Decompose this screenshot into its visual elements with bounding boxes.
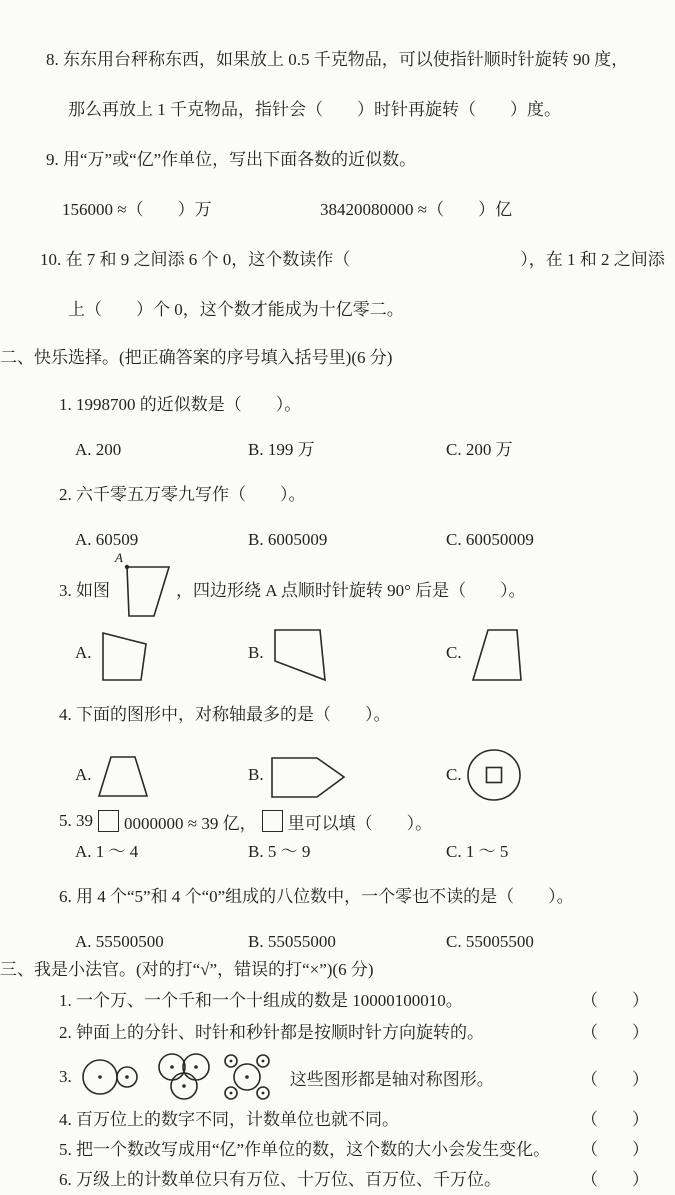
- q5-part3: 里可以填（ ）。: [287, 813, 433, 833]
- blank-box-icon: [98, 810, 119, 832]
- tangent-circles-icon: [81, 1055, 145, 1099]
- answer-parentheses: （ ）: [581, 991, 649, 1010]
- choice-q6: 6. 用 4 个“5”和 4 个“0”组成的八位数中，一个零也不读的是（ ）。: [59, 887, 574, 906]
- choice-section-header: 二、快乐选择。(把正确答案的序号填入括号里)(6 分): [0, 348, 393, 367]
- point-a-label: A: [115, 550, 123, 565]
- q5-option-b: B. 5 ～ 9: [248, 842, 311, 861]
- q4-option-c: [446, 748, 524, 802]
- q3-option-a-label: A.: [75, 643, 92, 662]
- choice-q1-options: [75, 436, 675, 463]
- q1-option-b: B. 199 万: [248, 440, 315, 459]
- judge-3-number: 3.: [59, 1067, 72, 1086]
- q3-text-suffix: ，四边形绕 A 点顺时针旋转 90° 后是（ ）。: [176, 580, 526, 600]
- section-true-false: [0, 955, 675, 1195]
- q2-option-a: A. 60509: [75, 530, 139, 549]
- q6-option-a: A. 55500500: [75, 932, 164, 951]
- q5-option-c: C. 1 ～ 5: [446, 842, 509, 861]
- trapezoid-icon: [96, 751, 150, 799]
- judge-6-text: 6. 万级上的计数单位只有万位、十万位、百万位、千万位。: [59, 1170, 501, 1189]
- rotated-quadrilateral-b-icon: [268, 624, 328, 682]
- q3-option-b-label: B.: [248, 643, 264, 662]
- blank-box-icon: [262, 810, 283, 832]
- choice-q3: [59, 550, 675, 623]
- q3-option-c: [446, 624, 524, 682]
- q5-part1: 5. 39: [59, 811, 93, 830]
- judge-item-3: [59, 1049, 649, 1105]
- judge-2-text: 2. 钟面上的分针、时针和秒针都是按顺时针方向旋转的。: [59, 1023, 484, 1042]
- choice-q1: 1. 1998700 的近似数是（ ）。: [59, 395, 302, 414]
- answer-parentheses: （ ）: [581, 1140, 649, 1159]
- question-10-line1: 10. 在 7 和 9 之间添 6 个 0，这个数读作（ ），在 1 和 2 之间添: [40, 250, 665, 269]
- question-8-line2: 那么再放上 1 千克物品，指针会（ ）时针再旋转（ ）度。: [68, 100, 561, 119]
- judge-item-5: [59, 1135, 649, 1165]
- judge-section-header: 三、我是小法官。(对的打“√”，错误的打“×”)(6 分): [0, 960, 374, 979]
- quadrilateral-icon: [113, 554, 173, 622]
- q1-option-c: C. 200 万: [446, 440, 513, 459]
- q4-option-a: [75, 751, 248, 799]
- question-10-line2: 上（ ）个 0，这个数才能成为十亿零二。: [68, 300, 404, 319]
- q5-option-a: A. 1 ～ 4: [75, 842, 139, 861]
- judge-1-text: 1. 一个万、一个千和一个十组成的数是 10000100010。: [59, 991, 463, 1010]
- answer-parentheses: （ ）: [581, 1069, 649, 1089]
- q3-option-a: [75, 624, 248, 682]
- question-8-line1: 8. 东东用台秤称东西，如果放上 0.5 千克物品，可以使指针顺时针旋转 90 度，: [46, 50, 629, 69]
- choice-q6-options: [75, 928, 675, 955]
- q3-text-prefix: 3. 如图: [59, 580, 110, 600]
- pentagon-arrow-icon: [268, 751, 348, 799]
- section-fill-blanks: [0, 43, 675, 326]
- judge-4-text: 4. 百万位上的数字不同，计数单位也就不同。: [59, 1110, 399, 1129]
- question-9-answers: [62, 193, 675, 226]
- question-9: 9. 用“万”或“亿”作单位，写出下面各数的近似数。: [46, 150, 417, 169]
- quadrilateral-vertex-a-figure: [113, 550, 173, 623]
- choice-q2: 2. 六千零五万零九写作（ ）。: [59, 485, 306, 504]
- judge-item-2: [59, 1017, 649, 1049]
- judge-5-text: 5. 把一个数改写成用“亿”作单位的数，这个数的大小会发生变化。: [59, 1140, 551, 1159]
- judge-item-1: [59, 985, 649, 1017]
- coin-circle-square-icon: [466, 748, 524, 802]
- q4-option-b: [248, 751, 446, 799]
- judge-item-6: [59, 1165, 649, 1195]
- rotated-quadrilateral-a-icon: [96, 624, 150, 682]
- judge-item-4: [59, 1105, 649, 1135]
- three-circles-icon: [155, 1051, 213, 1103]
- judge-3-text: 这些图形都是轴对称图形。: [289, 1069, 494, 1089]
- choice-q3-options: [75, 623, 675, 683]
- answer-parentheses: （ ）: [581, 1023, 649, 1042]
- q4-option-b-label: B.: [248, 765, 264, 784]
- q9-approx-wan: 156000 ≈（ ）万: [62, 200, 212, 219]
- q2-option-b: B. 6005009: [248, 530, 328, 549]
- answer-parentheses: （ ）: [581, 1170, 649, 1189]
- q1-option-a: A. 200: [75, 440, 122, 459]
- choice-q5-options: [75, 838, 675, 865]
- q4-option-c-label: C.: [446, 765, 462, 784]
- q4-option-a-label: A.: [75, 765, 92, 784]
- q5-part2: 0000000 ≈ 39 亿，: [124, 813, 257, 833]
- q6-option-b: B. 55055000: [248, 932, 336, 951]
- circle-cluster-icon: [223, 1053, 271, 1101]
- q2-option-c: C. 60050009: [446, 530, 534, 549]
- choice-q5: [59, 804, 675, 838]
- q3-option-b: [248, 624, 446, 682]
- choice-q2-options: [75, 526, 675, 553]
- q9-approx-yi: 38420080000 ≈（ ）亿: [320, 200, 513, 219]
- section-multiple-choice: [0, 343, 675, 955]
- answer-parentheses: （ ）: [581, 1110, 649, 1129]
- choice-q4-options: [75, 746, 675, 804]
- rotated-quadrilateral-c-icon: [466, 624, 524, 682]
- q3-option-c-label: C.: [446, 643, 462, 662]
- q6-option-c: C. 55005500: [446, 932, 534, 951]
- choice-q4: 4. 下面的图形中，对称轴最多的是（ ）。: [59, 705, 391, 724]
